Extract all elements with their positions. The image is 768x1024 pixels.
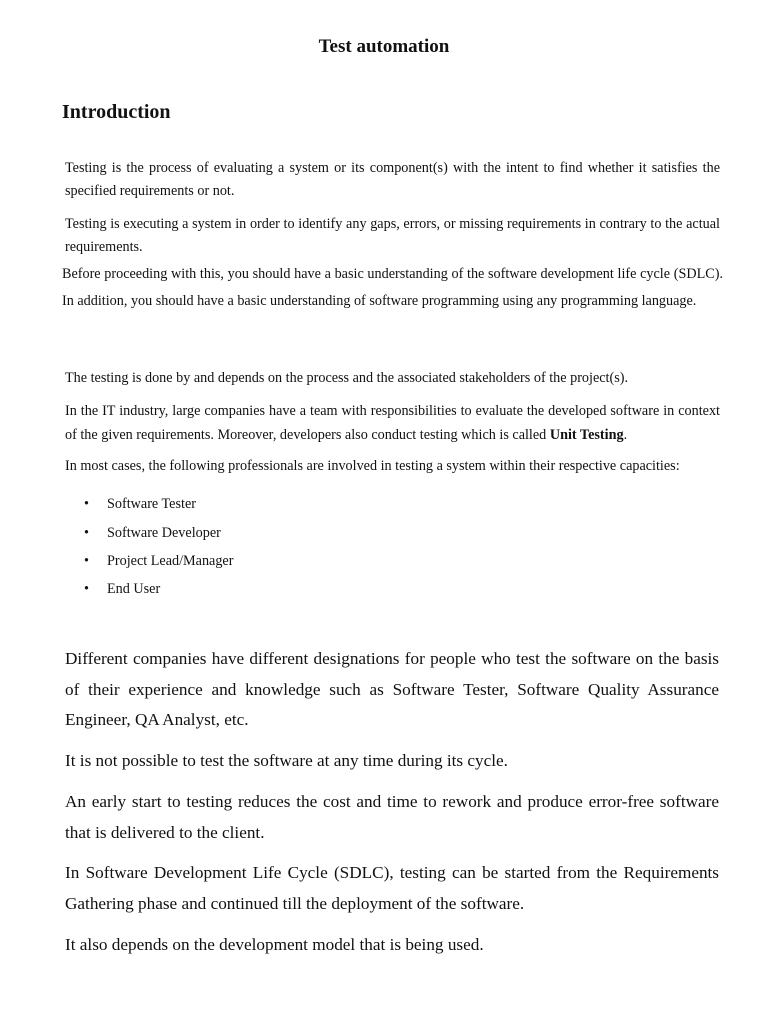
unit-testing-term: Unit Testing <box>549 427 624 443</box>
paragraph-it-industry <box>65 399 720 447</box>
bullet-icon: • <box>84 553 89 569</box>
list-item <box>84 551 233 571</box>
list-item-label: End User <box>107 581 161 597</box>
section-heading-introduction: Introduction <box>62 101 171 123</box>
paragraph-designations: Different companies have different designations for people who test the software on the basis of their experience and knowledge such as Software Tester, Software Quality Assurance Engineer, QA Analyst, etc. <box>65 649 719 729</box>
paragraph-not-possible: It is not possible to test the software at any time during its cycle. <box>65 751 508 770</box>
paragraph-prerequisites: Before proceeding with this, you should have a basic understanding of the software development life cycle (SDLC). In addition, you should have a basic understanding of software programming using any programming language. <box>62 266 723 309</box>
industry-text-end: . <box>623 427 628 443</box>
paragraph-sdlc-phase: In Software Development Life Cycle (SDLC), testing can be started from the Requirements Gathering phase and continued till the deployment of the software. <box>65 863 719 913</box>
list-item-label: Software Developer <box>107 525 221 541</box>
paragraph-list-intro: In most cases, the following professionals are involved in testing a system within their respective capacities: <box>65 458 680 474</box>
paragraph-early-start: An early start to testing reduces the cost and time to rework and produce error-free software that is delivered to the client. <box>65 792 719 842</box>
list-item-label: Software Tester <box>107 496 196 512</box>
paragraph-development-model: It also depends on the development model that is being used. <box>65 935 484 954</box>
paragraph-testing-definition: Testing is the process of evaluating a system or its component(s) with the intent to find whether it satisfies the specified requirements or not. <box>65 160 720 199</box>
list-item <box>84 494 196 514</box>
list-item <box>84 523 221 543</box>
document-title: Test automation <box>318 36 450 57</box>
industry-text: In the IT industry, large companies have a team with responsibilities to evaluate the developed software in context of the given requirements. Moreover, developers also conduct testing which is called <box>65 403 720 443</box>
paragraph-testing-executing: Testing is executing a system in order to identify any gaps, errors, or missing requirements in contrary to the actual requirements. <box>65 216 720 255</box>
list-item-label: Project Lead/Manager <box>107 553 234 569</box>
list-item <box>84 579 160 599</box>
bullet-icon: • <box>84 525 89 541</box>
paragraph-stakeholders: The testing is done by and depends on the process and the associated stakeholders of the project(s). <box>65 370 629 386</box>
bullet-icon: • <box>84 496 89 512</box>
bullet-icon: • <box>84 581 89 597</box>
